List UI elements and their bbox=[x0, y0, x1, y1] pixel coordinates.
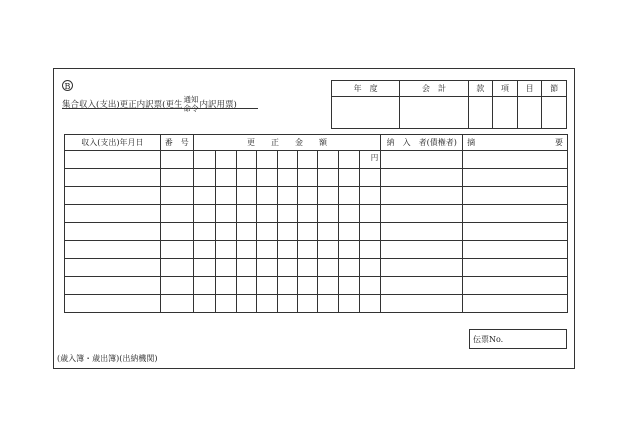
amount-digit-cell[interactable] bbox=[318, 241, 339, 259]
payer-cell[interactable] bbox=[381, 187, 463, 205]
amount-digit-cell[interactable] bbox=[236, 151, 256, 169]
col-number: 番 号 bbox=[160, 135, 193, 151]
title-prefix: 集合収入(支出)更正内訳票(更生 bbox=[62, 100, 183, 110]
number-cell[interactable] bbox=[160, 241, 193, 259]
summary-cell[interactable] bbox=[463, 223, 568, 241]
number-cell[interactable] bbox=[160, 205, 193, 223]
amount-digit-cell[interactable] bbox=[277, 205, 298, 223]
amount-digit-cell[interactable] bbox=[277, 151, 298, 169]
summary-cell[interactable] bbox=[463, 205, 568, 223]
payer-cell[interactable] bbox=[381, 259, 463, 277]
amount-digit-cell[interactable] bbox=[193, 223, 215, 241]
number-cell[interactable] bbox=[160, 151, 193, 169]
amount-digit-cell[interactable] bbox=[298, 241, 318, 259]
amount-digit-cell[interactable] bbox=[236, 205, 256, 223]
amount-digit-cell[interactable] bbox=[298, 259, 318, 277]
amount-digit-cell[interactable] bbox=[339, 169, 360, 187]
col-date: 収入(支出)年月日 bbox=[65, 135, 161, 151]
summary-cell[interactable] bbox=[463, 295, 568, 313]
amount-digit-cell[interactable] bbox=[339, 187, 360, 205]
amount-digit-cell[interactable] bbox=[339, 295, 360, 313]
payer-cell[interactable] bbox=[381, 241, 463, 259]
date-cell[interactable] bbox=[65, 295, 161, 313]
fiscal-cell-account[interactable] bbox=[400, 97, 468, 129]
amount-digit-cell[interactable] bbox=[360, 295, 381, 313]
yen-unit: 円 bbox=[370, 153, 379, 162]
amount-digit-cell[interactable] bbox=[215, 295, 236, 313]
amount-digit-cell[interactable] bbox=[256, 295, 277, 313]
amount-digit-cell[interactable] bbox=[318, 169, 339, 187]
amount-digit-cell[interactable] bbox=[298, 169, 318, 187]
form-mark: B bbox=[62, 80, 73, 91]
amount-digit-cell[interactable] bbox=[193, 187, 215, 205]
form-title bbox=[62, 95, 237, 113]
amount-digit-cell[interactable] bbox=[360, 241, 381, 259]
date-cell[interactable] bbox=[65, 151, 161, 169]
amount-digit-cell[interactable] bbox=[215, 241, 236, 259]
number-cell[interactable] bbox=[160, 295, 193, 313]
date-cell[interactable] bbox=[65, 259, 161, 277]
amount-digit-cell[interactable] bbox=[277, 187, 298, 205]
amount-digit-cell[interactable] bbox=[298, 277, 318, 295]
amount-digit-cell[interactable] bbox=[360, 205, 381, 223]
table-row bbox=[65, 277, 568, 295]
amount-digit-cell[interactable] bbox=[256, 223, 277, 241]
amount-digit-cell[interactable] bbox=[215, 169, 236, 187]
table-row bbox=[65, 169, 568, 187]
amount-digit-cell[interactable] bbox=[360, 151, 381, 169]
fiscal-header-year: 年 度 bbox=[332, 81, 400, 97]
amount-digit-cell[interactable] bbox=[277, 295, 298, 313]
amount-digit-cell[interactable] bbox=[193, 241, 215, 259]
date-cell[interactable] bbox=[65, 277, 161, 295]
amount-digit-cell[interactable] bbox=[318, 223, 339, 241]
amount-digit-cell[interactable] bbox=[256, 151, 277, 169]
col-summary-left: 摘 bbox=[467, 138, 476, 147]
number-cell[interactable] bbox=[160, 259, 193, 277]
amount-digit-cell[interactable] bbox=[360, 187, 381, 205]
amount-digit-cell[interactable] bbox=[215, 223, 236, 241]
number-cell[interactable] bbox=[160, 169, 193, 187]
amount-digit-cell[interactable] bbox=[256, 205, 277, 223]
footer-note: (歳入簿・歳出簿)(出納機関) bbox=[57, 354, 158, 363]
amount-digit-cell[interactable] bbox=[215, 205, 236, 223]
table-row bbox=[65, 205, 568, 223]
fiscal-cell-year[interactable] bbox=[332, 97, 400, 129]
amount-digit-cell[interactable] bbox=[256, 187, 277, 205]
table-row bbox=[65, 295, 568, 313]
amount-digit-cell[interactable] bbox=[277, 277, 298, 295]
payer-cell[interactable] bbox=[381, 205, 463, 223]
title-stack-bottom: 命令 bbox=[183, 104, 199, 113]
amount-digit-cell[interactable] bbox=[318, 205, 339, 223]
amount-digit-cell[interactable] bbox=[193, 151, 215, 169]
amount-digit-cell[interactable] bbox=[360, 277, 381, 295]
fiscal-cell-moku[interactable] bbox=[517, 97, 542, 129]
fiscal-cell-kan[interactable] bbox=[468, 97, 493, 129]
amount-digit-cell[interactable] bbox=[298, 187, 318, 205]
col-summary-right: 要 bbox=[555, 138, 563, 147]
amount-digit-cell[interactable] bbox=[193, 169, 215, 187]
amount-digit-cell[interactable] bbox=[360, 259, 381, 277]
amount-digit-cell[interactable] bbox=[256, 259, 277, 277]
amount-digit-cell[interactable] bbox=[298, 295, 318, 313]
amount-digit-cell[interactable] bbox=[360, 169, 381, 187]
amount-digit-cell[interactable] bbox=[236, 187, 256, 205]
amount-digit-cell[interactable] bbox=[193, 277, 215, 295]
amount-digit-cell[interactable] bbox=[339, 259, 360, 277]
amount-digit-cell[interactable] bbox=[339, 205, 360, 223]
summary-cell[interactable] bbox=[463, 151, 568, 169]
amount-digit-cell[interactable] bbox=[256, 277, 277, 295]
fiscal-table bbox=[331, 80, 567, 129]
amount-digit-cell[interactable] bbox=[277, 169, 298, 187]
table-row bbox=[65, 223, 568, 241]
amount-digit-cell[interactable] bbox=[215, 277, 236, 295]
summary-cell[interactable] bbox=[463, 187, 568, 205]
summary-cell[interactable] bbox=[463, 277, 568, 295]
amount-digit-cell[interactable] bbox=[298, 223, 318, 241]
title-suffix: 内訳用票) bbox=[199, 100, 237, 110]
payer-cell[interactable] bbox=[381, 277, 463, 295]
amount-digit-cell[interactable] bbox=[236, 241, 256, 259]
date-cell[interactable] bbox=[65, 241, 161, 259]
amount-digit-cell[interactable] bbox=[318, 151, 339, 169]
amount-digit-cell[interactable] bbox=[236, 259, 256, 277]
detail-table bbox=[64, 134, 568, 313]
summary-cell[interactable] bbox=[463, 259, 568, 277]
fiscal-cell-kou[interactable] bbox=[493, 97, 518, 129]
amount-digit-cell[interactable] bbox=[318, 277, 339, 295]
fiscal-cell-setsu[interactable] bbox=[542, 97, 567, 129]
payer-cell[interactable] bbox=[381, 223, 463, 241]
amount-digit-cell[interactable] bbox=[256, 241, 277, 259]
date-cell[interactable] bbox=[65, 205, 161, 223]
fiscal-header-kou: 項 bbox=[493, 81, 518, 97]
number-cell[interactable] bbox=[160, 277, 193, 295]
amount-digit-cell[interactable] bbox=[339, 151, 360, 169]
amount-digit-cell[interactable] bbox=[277, 259, 298, 277]
amount-digit-cell[interactable] bbox=[277, 241, 298, 259]
table-row bbox=[65, 151, 568, 169]
detail-rows bbox=[65, 151, 568, 313]
amount-digit-cell[interactable] bbox=[318, 295, 339, 313]
amount-digit-cell[interactable] bbox=[236, 223, 256, 241]
amount-digit-cell[interactable] bbox=[318, 187, 339, 205]
amount-digit-cell[interactable] bbox=[236, 295, 256, 313]
amount-digit-cell[interactable] bbox=[339, 277, 360, 295]
table-row bbox=[65, 259, 568, 277]
col-payer: 納 入 者(債権者) bbox=[381, 135, 463, 151]
amount-digit-cell[interactable] bbox=[339, 241, 360, 259]
title-stack-top: 通知 bbox=[183, 95, 199, 104]
amount-digit-cell[interactable] bbox=[277, 223, 298, 241]
amount-digit-cell[interactable] bbox=[236, 169, 256, 187]
number-cell[interactable] bbox=[160, 187, 193, 205]
amount-digit-cell[interactable] bbox=[236, 277, 256, 295]
payer-cell[interactable] bbox=[381, 295, 463, 313]
date-cell[interactable] bbox=[65, 223, 161, 241]
amount-digit-cell[interactable] bbox=[215, 259, 236, 277]
collective-correction-form bbox=[53, 68, 575, 369]
amount-digit-cell[interactable] bbox=[193, 205, 215, 223]
date-cell[interactable] bbox=[65, 169, 161, 187]
number-cell[interactable] bbox=[160, 223, 193, 241]
amount-digit-cell[interactable] bbox=[215, 151, 236, 169]
summary-cell[interactable] bbox=[463, 169, 568, 187]
amount-digit-cell[interactable] bbox=[360, 223, 381, 241]
amount-digit-cell[interactable] bbox=[215, 187, 236, 205]
amount-digit-cell[interactable] bbox=[339, 223, 360, 241]
date-cell[interactable] bbox=[65, 187, 161, 205]
amount-digit-cell[interactable] bbox=[256, 169, 277, 187]
amount-digit-cell[interactable] bbox=[193, 259, 215, 277]
title-underline bbox=[62, 108, 258, 109]
fiscal-header-account: 会 計 bbox=[400, 81, 468, 97]
amount-digit-cell[interactable] bbox=[193, 295, 215, 313]
amount-digit-cell[interactable] bbox=[298, 151, 318, 169]
fiscal-header-setsu: 節 bbox=[542, 81, 567, 97]
summary-cell[interactable] bbox=[463, 241, 568, 259]
fiscal-header-moku: 目 bbox=[517, 81, 542, 97]
amount-digit-cell[interactable] bbox=[318, 259, 339, 277]
col-summary bbox=[463, 135, 568, 151]
title-stack bbox=[183, 95, 198, 113]
col-amount: 更 正 金 額 bbox=[193, 135, 381, 151]
amount-digit-cell[interactable] bbox=[298, 205, 318, 223]
fiscal-header-kan: 款 bbox=[468, 81, 493, 97]
table-row bbox=[65, 187, 568, 205]
payer-cell[interactable] bbox=[381, 169, 463, 187]
slip-number-box[interactable]: 伝票No. bbox=[469, 329, 567, 349]
payer-cell[interactable] bbox=[381, 151, 463, 169]
table-row bbox=[65, 241, 568, 259]
